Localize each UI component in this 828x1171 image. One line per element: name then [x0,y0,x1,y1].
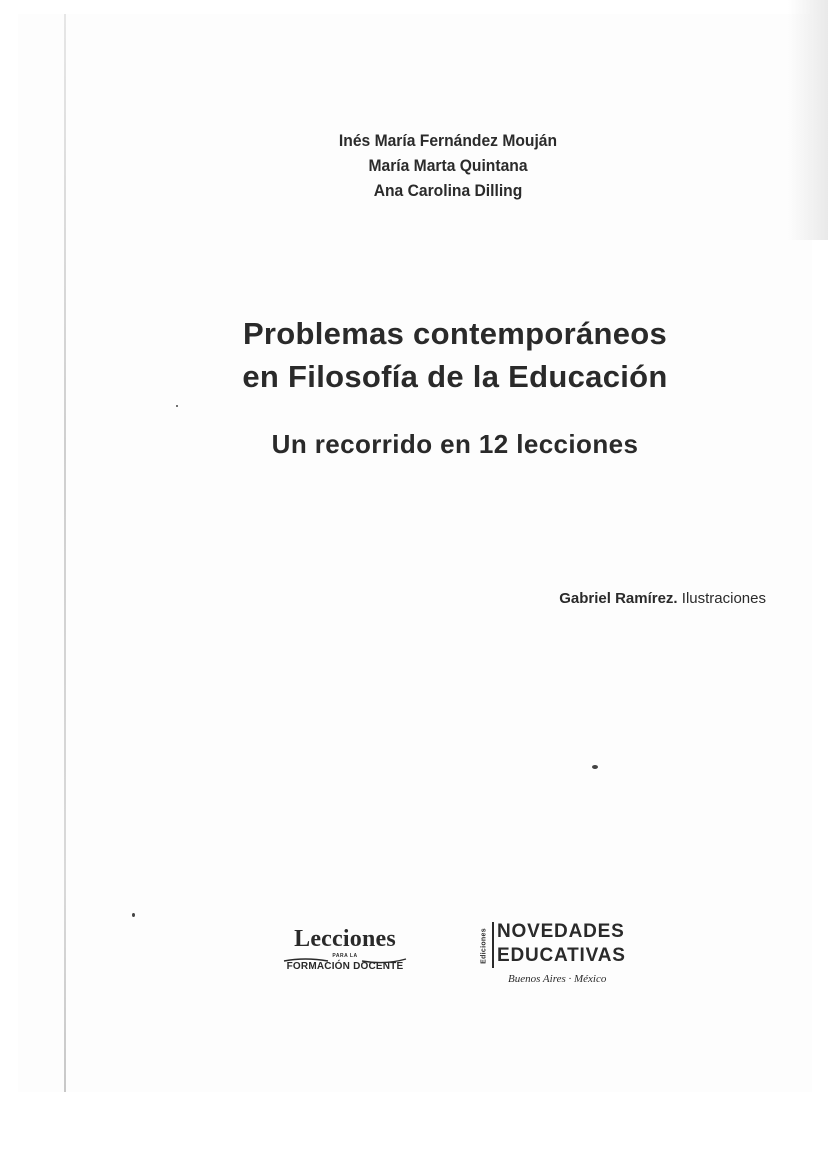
paper-edge-shadow [64,14,66,1092]
novedades-logo-line2: EDUCATIVAS [497,945,626,966]
lecciones-logo-main: Lecciones [294,926,396,952]
novedades-logo-words [497,920,626,968]
illustrator-credit [440,589,766,609]
scan-speck [592,765,598,769]
novedades-logo-line1: NOVEDADES [497,921,625,942]
scan-speck [132,913,135,917]
novedades-educativas-logo [478,920,668,990]
scan-speck [176,405,178,407]
novedades-logo-vertical [478,922,490,970]
scan-shadow [788,0,828,240]
illustrator-name: Gabriel Ramírez. [559,590,678,607]
lecciones-logo-small-top: PARA LA [332,953,358,959]
book-title [140,312,770,398]
book-subtitle: Un recorrido en 12 lecciones [271,429,639,459]
lecciones-logo-small-bottom: FORMACIÓN DOCENTE [286,961,404,972]
author-name: Ana Carolina Dilling [373,181,523,200]
author-name: María Marta Quintana [368,156,528,175]
novedades-logo-bar [492,922,494,968]
author-list [264,128,632,203]
lecciones-logo-swoosh [280,952,410,961]
novedades-logo-vertical-text: Ediciones [480,928,488,964]
novedades-logo-place: Buenos Aires · México [508,973,607,985]
author-name: Inés María Fernández Mouján [338,131,558,150]
illustrator-role: Ilustraciones [681,590,766,607]
book-title-line: Problemas contemporáneos [242,316,668,351]
lecciones-logo [280,926,410,976]
book-title-line: en Filosofía de la Educación [242,359,668,394]
